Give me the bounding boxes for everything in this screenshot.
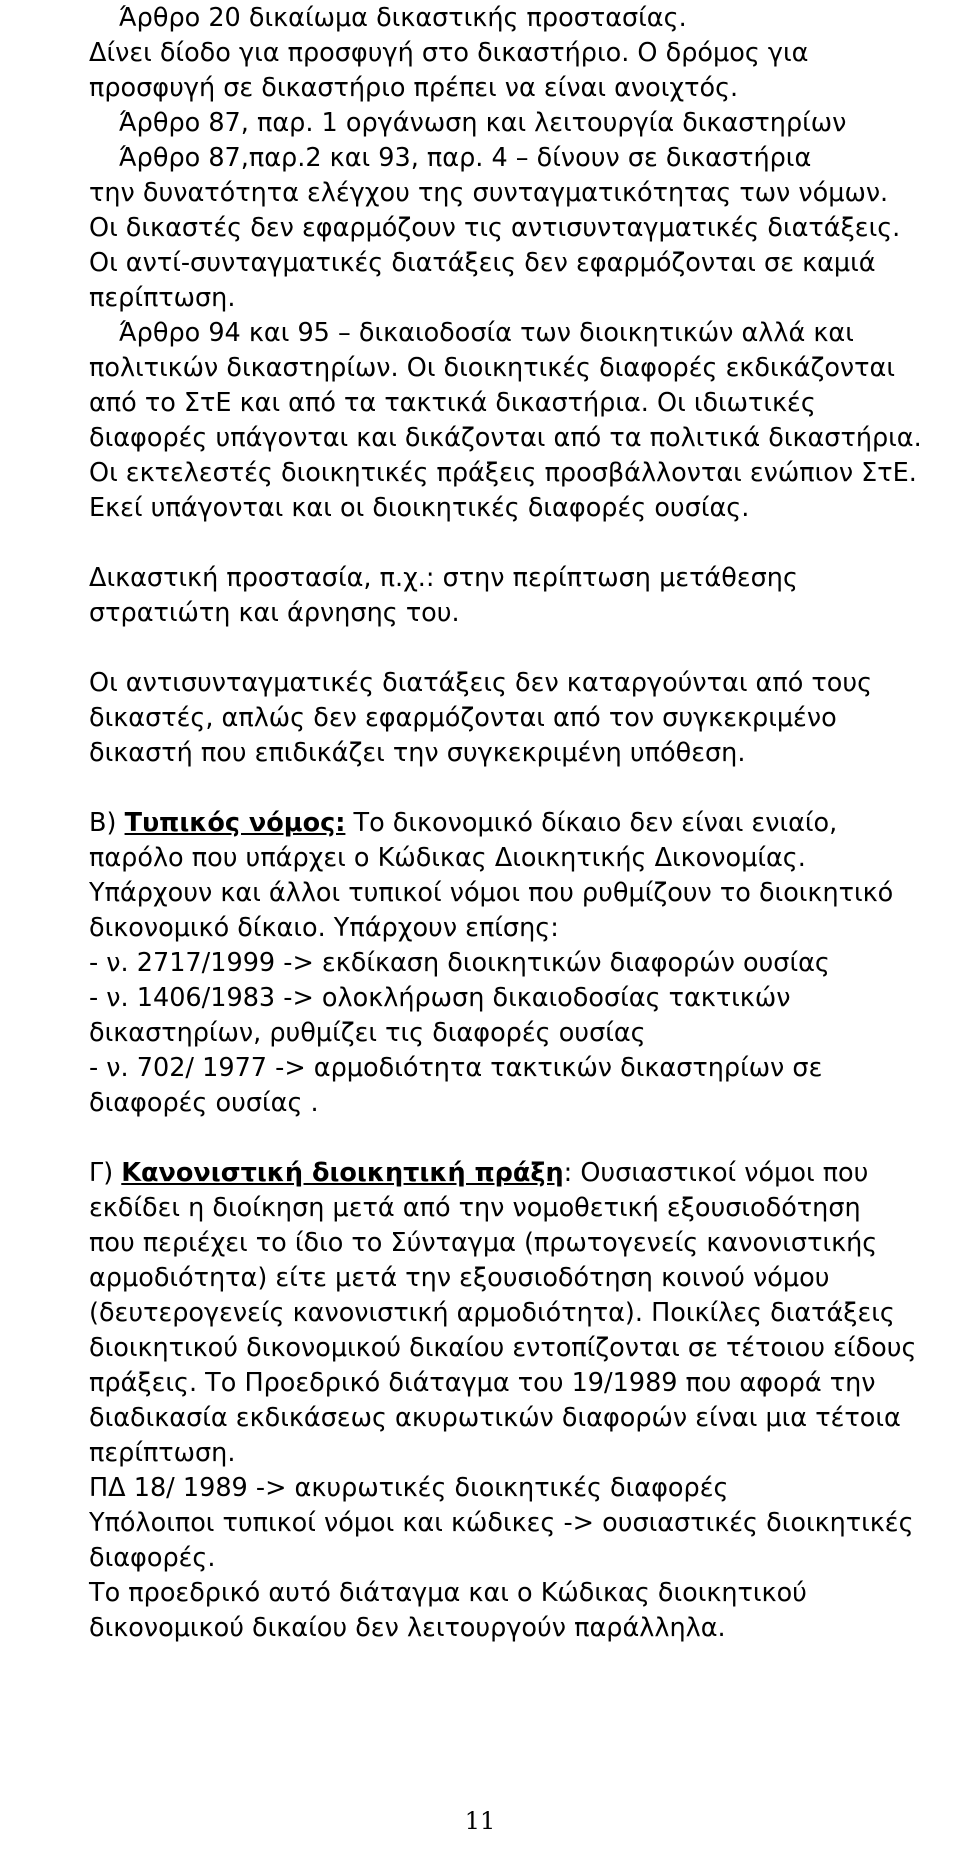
text-line: δικαστή που επιδικάζει την συγκεκριμένη υπόθεση.: [89, 738, 746, 768]
text-line: πράξεις. Το Προεδρικό διάταγμα του 19/1989 που αφορά την: [89, 1368, 876, 1398]
text-line: - ν. 2717/1999 -> εκδίκαση διοικητικών διαφορών ουσίας: [89, 948, 830, 978]
text-line: δικονομικού δικαίου δεν λειτουργούν παράλληλα.: [89, 1613, 726, 1643]
text-line: Οι αντισυνταγματικές διατάξεις δεν καταργούνται από τους: [89, 668, 873, 698]
section-prefix: Β): [89, 808, 125, 838]
text-line: που περιέχει το ίδιο το Σύνταγμα (πρωτογενείς κανονιστικής: [89, 1228, 878, 1258]
text-line: πολιτικών δικαστηρίων. Οι διοικητικές διαφορές εκδικάζονται: [89, 353, 895, 383]
text-line: Άρθρο 94 και 95 – δικαιοδοσία των διοικητικών αλλά και: [119, 318, 854, 348]
text-line: Οι αντί-συνταγματικές διατάξεις δεν εφαρμόζονται σε καμιά: [89, 248, 876, 278]
section-prefix: Γ): [89, 1158, 122, 1188]
section-rest: : Ουσιαστικοί νόμοι που: [563, 1158, 869, 1188]
text-line: - ν. 702/ 1977 -> αρμοδιότητα τακτικών δικαστηρίων σε: [89, 1053, 823, 1083]
section-term: Κανονιστική διοικητική πράξη: [121, 1158, 564, 1188]
text-line: Υπάρχουν και άλλοι τυπικοί νόμοι που ρυθμίζουν το διοικητικό: [89, 878, 894, 908]
text-line: από το ΣτΕ και από τα τακτικά δικαστήρια. Οι ιδιωτικές: [89, 388, 816, 418]
section-term: Τυπικός νόμος:: [124, 808, 346, 838]
text-line: την δυνατότητα ελέγχου της συνταγματικότητας των νόμων.: [89, 178, 889, 208]
text-line: Το προεδρικό αυτό διάταγμα και ο Κώδικας διοικητικού: [89, 1578, 807, 1608]
text-line: Δίνει δίοδο για προσφυγή στο δικαστήριο. Ο δρόμος για: [89, 38, 809, 68]
text-line: δικαστές, απλώς δεν εφαρμόζονται από τον συγκεκριμένο: [89, 703, 837, 733]
section-rest: Το δικονομικό δίκαιο δεν είναι ενιαίο,: [345, 808, 838, 838]
text-line: παρόλο που υπάρχει ο Κώδικας Διοικητικής Δικονομίας.: [89, 843, 806, 873]
page-number: 11: [464, 1807, 496, 1835]
text-line: περίπτωση.: [89, 1438, 236, 1468]
text-line: διαφορές.: [89, 1543, 216, 1573]
text-line: διαφορές υπάγονται και δικάζονται από τα πολιτικά δικαστήρια.: [89, 423, 922, 453]
text-line: Άρθρο 87,παρ.2 και 93, παρ. 4 – δίνουν σε δικαστήρια: [119, 143, 812, 173]
text-line: - ν. 1406/1983 -> ολοκλήρωση δικαιοδοσίας τακτικών: [89, 983, 791, 1013]
text-line: Εκεί υπάγονται και οι διοικητικές διαφορές ουσίας.: [89, 493, 750, 523]
text-line: στρατιώτη και άρνησης του.: [89, 598, 460, 628]
text-line: εκδίδει η διοίκηση μετά από την νομοθετική εξουσιοδότηση: [89, 1193, 861, 1223]
text-line: προσφυγή σε δικαστήριο πρέπει να είναι ανοιχτός.: [89, 73, 739, 103]
section-heading-line: [89, 808, 919, 839]
text-line: Οι δικαστές δεν εφαρμόζουν τις αντισυνταγματικές διατάξεις.: [89, 213, 901, 243]
text-line: Δικαστική προστασία, π.χ.: στην περίπτωση μετάθεσης: [89, 563, 798, 593]
text-line: Οι εκτελεστές διοικητικές πράξεις προσβάλλονται ενώπιον ΣτΕ.: [89, 458, 917, 488]
text-line: Άρθρο 87, παρ. 1 οργάνωση και λειτουργία δικαστηρίων: [119, 108, 847, 138]
text-line: διαδικασία εκδικάσεως ακυρωτικών διαφορών είναι μια τέτοια: [89, 1403, 901, 1433]
text-line: περίπτωση.: [89, 283, 236, 313]
text-line: διοικητικού δικονομικού δικαίου εντοπίζονται σε τέτοιου είδους: [89, 1333, 917, 1363]
section-heading-line: [89, 1158, 919, 1189]
text-line: αρμοδιότητα) είτε μετά την εξουσιοδότηση κοινού νόμου: [89, 1263, 830, 1293]
text-line: Άρθρο 20 δικαίωμα δικαστικής προστασίας.: [119, 3, 687, 33]
text-line: δικαστηρίων, ρυθμίζει τις διαφορές ουσίας: [89, 1018, 646, 1048]
text-line: διαφορές ουσίας .: [89, 1088, 319, 1118]
text-line: ΠΔ 18/ 1989 -> ακυρωτικές διοικητικές διαφορές: [89, 1473, 729, 1503]
text-line: (δευτερογενείς κανονιστική αρμοδιότητα). Ποικίλες διατάξεις: [89, 1298, 895, 1328]
text-line: Υπόλοιποι τυπικοί νόμοι και κώδικες -> ουσιαστικές διοικητικές: [89, 1508, 914, 1538]
text-line: δικονομικό δίκαιο. Υπάρχουν επίσης:: [89, 913, 559, 943]
